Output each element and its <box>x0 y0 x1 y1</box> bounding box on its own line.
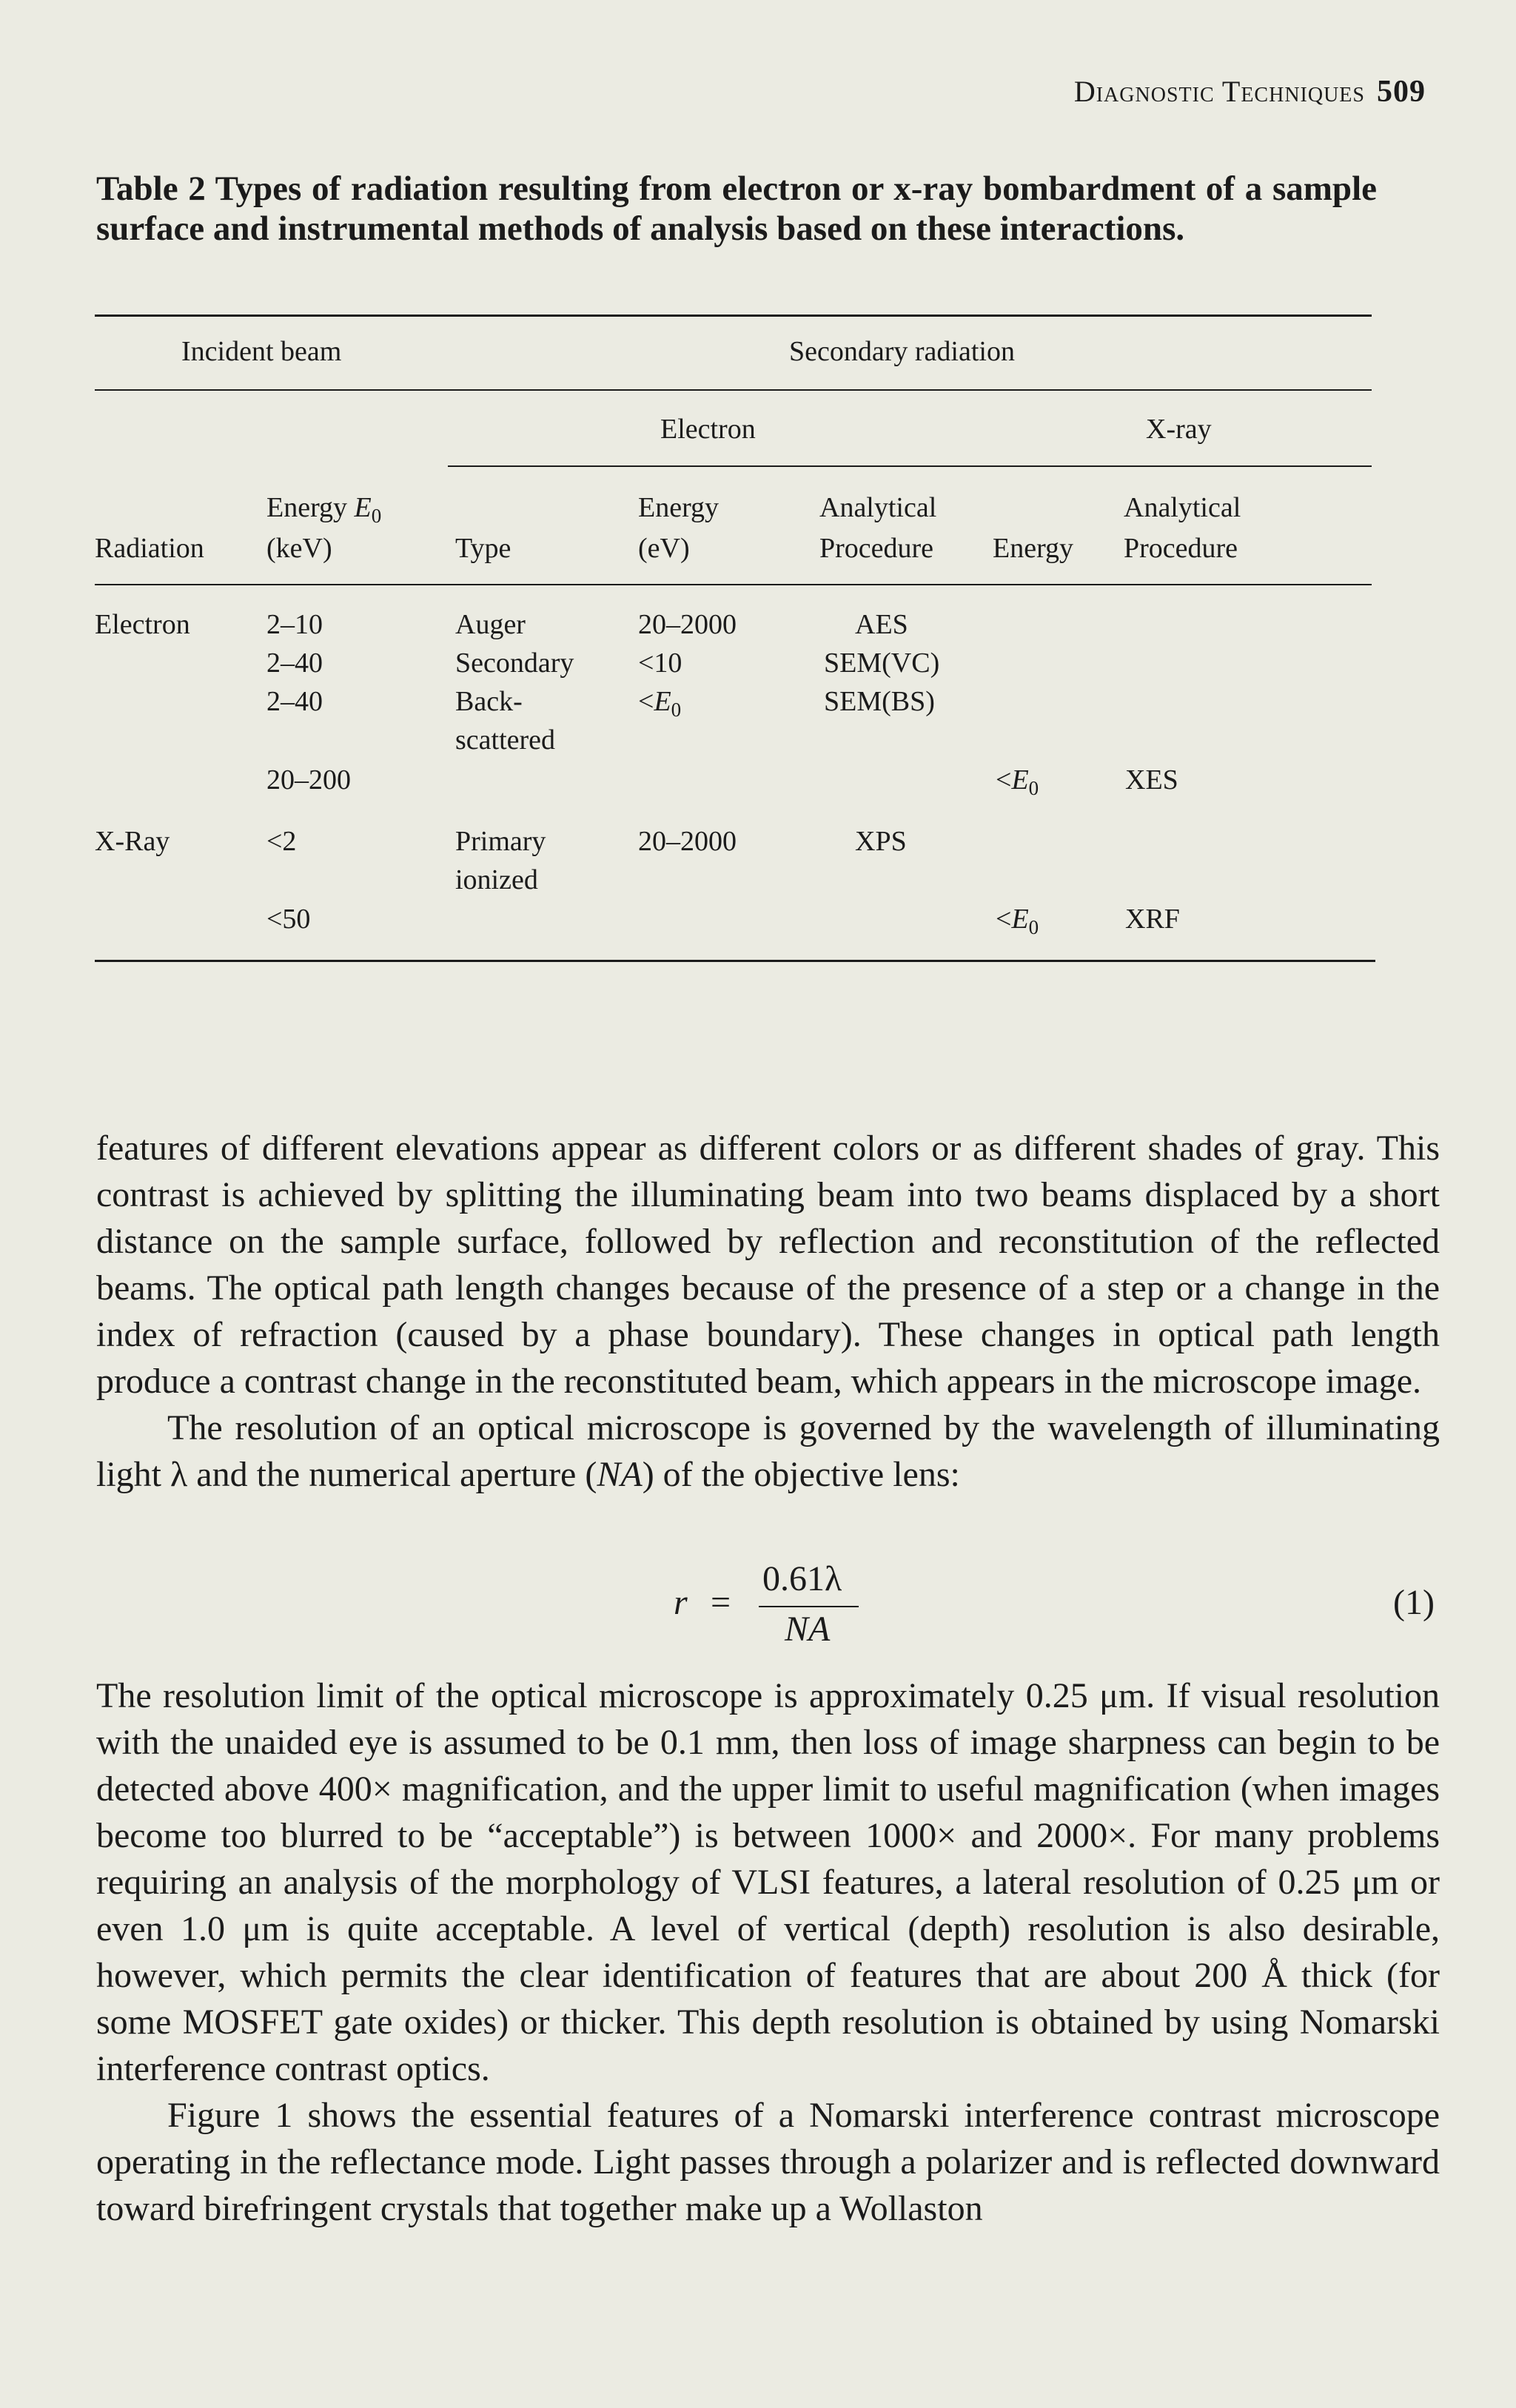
table-cell: <50 <box>266 904 311 935</box>
body-text-upper <box>96 1125 1440 1498</box>
running-header <box>1074 74 1426 110</box>
running-title: Diagnostic Techniques <box>1073 75 1365 108</box>
table-cell: XES <box>1125 764 1178 796</box>
table-cell: SEM(BS) <box>824 686 935 717</box>
col-energy-kev-unit: (keV) <box>266 533 332 564</box>
table-cell: XPS <box>855 826 907 857</box>
fraction-bar <box>759 1606 859 1607</box>
table-cell-e0 <box>638 684 681 727</box>
table-group-rule <box>95 389 1372 391</box>
paragraph-2-text: The resolution of an optical microscope is governed by the wavelength of illuminating light λ and the numerical aperture ( <box>96 1408 1440 1494</box>
equation-number: (1) <box>1393 1583 1435 1622</box>
col-energy-ev: Energy <box>638 492 720 523</box>
table-cell-e0 <box>996 901 1039 945</box>
col-energy-e0-sub: 0 <box>371 505 382 527</box>
e0-sub: 0 <box>1028 777 1039 799</box>
col-energy-e0-symbol: E <box>354 492 372 523</box>
col-analytical: Analytical <box>819 492 937 523</box>
table-cell: XRF <box>1125 904 1180 935</box>
row-label-xray: X-Ray <box>95 826 170 857</box>
table-caption <box>96 169 1377 249</box>
table-cell-e0 <box>996 762 1039 806</box>
paragraph-1: features of different elevations appear as different colors or as different shades of gray. This contrast is achieved by splitting the illuminating beam into two beams displaced by a short distance on the sample surface, followed by reflection and reconstitution of the reflected beams. The optical path length changes because of the presence of a step or a change in the index of refraction (caused by a phase boundary). These changes in optical path length produce a contrast change in the reconstituted beam, which appears in the microscope image. <box>96 1129 1440 1401</box>
col-procedure: Procedure <box>819 533 934 564</box>
header-xray: X-ray <box>1146 414 1212 445</box>
header-incident-beam: Incident beam <box>181 336 342 367</box>
table-cell: Secondary <box>455 648 574 679</box>
col-energy-e0 <box>266 490 381 534</box>
less-than: < <box>996 904 1012 935</box>
na-symbol: NA <box>597 1455 643 1494</box>
table-cell: ionized <box>455 864 538 895</box>
table-top-rule <box>95 315 1372 317</box>
table-cell: 2–10 <box>266 609 323 640</box>
table-cell: scattered <box>455 724 556 756</box>
table-cell: 20–2000 <box>638 826 737 857</box>
table-header-rule <box>95 584 1372 585</box>
col-radiation: Radiation <box>95 533 204 564</box>
body-text-lower <box>96 1672 1440 2232</box>
e0-symbol: E <box>1011 904 1029 935</box>
col-xray-energy: Energy <box>993 533 1074 564</box>
e0-symbol: E <box>1011 764 1029 796</box>
equation-lhs: r <box>674 1583 688 1622</box>
col-xray-procedure: Procedure <box>1124 533 1238 564</box>
e0-symbol: E <box>654 686 671 717</box>
table-cell: Primary <box>455 826 546 857</box>
header-secondary-radiation: Secondary radiation <box>789 336 1015 367</box>
less-than: < <box>638 686 654 717</box>
table-cell: <10 <box>638 648 682 679</box>
table-bottom-rule <box>95 960 1375 962</box>
table-caption-label: Table 2 <box>96 169 206 208</box>
paragraph-2-text-end: ) of the objective lens: <box>642 1455 960 1494</box>
equation-numerator: 0.61λ <box>762 1559 842 1598</box>
less-than: < <box>996 764 1012 796</box>
table-cell: AES <box>855 609 908 640</box>
table-caption-text: Types of radiation resulting from electron or x-ray bombardment of a sample surface and instrumental methods of analysis based on these interactions. <box>96 169 1377 248</box>
col-xray-analytical: Analytical <box>1124 492 1241 523</box>
table-cell: Auger <box>455 609 526 640</box>
table-cell: 2–40 <box>266 686 323 717</box>
paragraph-2 <box>96 1405 1440 1498</box>
equation-equals: = <box>711 1583 731 1622</box>
paragraph-3: The resolution limit of the optical microscope is approximately 0.25 μm. If visual resolution with the unaided eye is assumed to be 0.1 mm, then loss of image sharpness can begin to be detected above 400× magnification, and the upper limit to useful magnification (when images become too blurred to be “acceptable”) is between 1000× and 2000×. For many problems requiring an analysis of the morphology of VLSI features, a lateral resolution of 0.25 μm or even 1.0 μm is quite acceptable. A level of vertical (depth) resolution is also desirable, however, which permits the clear identification of features that are about 200 Å thick (for some MOSFET gate oxides) or thicker. This depth resolution is obtained by using Nomarski interference contrast optics. <box>96 1676 1440 2088</box>
equation-block <box>96 1561 1440 1658</box>
table-cell: 2–40 <box>266 648 323 679</box>
table-cell: Back- <box>455 686 523 717</box>
e0-sub: 0 <box>671 699 682 721</box>
table-subgroup-rule <box>448 465 1372 467</box>
page-number: 509 <box>1377 75 1426 109</box>
table-cell: <2 <box>266 826 297 857</box>
table-cell: 20–200 <box>266 764 351 796</box>
paragraph-4: Figure 1 shows the essential features of a Nomarski interference contrast microscope operating in the reflectance mode. Light passes through a polarizer and is reflected downward toward birefringent crystals that together make up a Wollaston <box>96 2096 1440 2228</box>
table-cell: SEM(VC) <box>824 648 940 679</box>
row-label-electron: Electron <box>95 609 190 640</box>
e0-sub: 0 <box>1028 916 1039 938</box>
col-energy-e0-label: Energy <box>266 492 355 523</box>
col-energy-ev-unit: (eV) <box>638 533 690 564</box>
table-cell: 20–2000 <box>638 609 737 640</box>
header-electron: Electron <box>660 414 756 445</box>
col-type: Type <box>455 533 512 564</box>
equation-denominator: NA <box>785 1610 831 1649</box>
